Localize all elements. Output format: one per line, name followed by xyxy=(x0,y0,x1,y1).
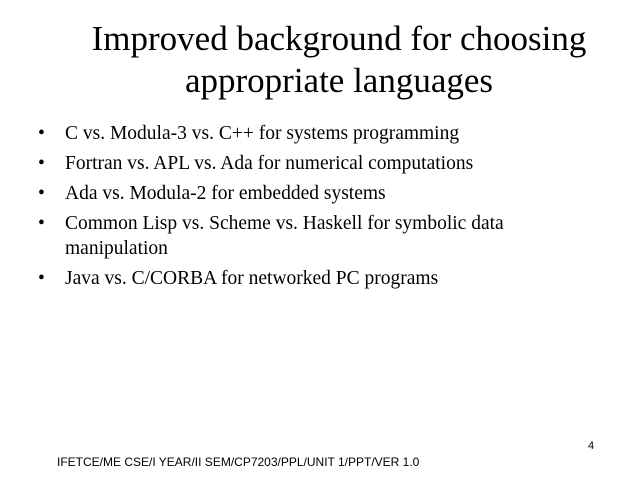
slide-title xyxy=(40,18,638,102)
bullet-item xyxy=(38,211,598,261)
bullet-item xyxy=(38,266,598,291)
bullet-text: Java vs. C/CORBA for networked PC programs xyxy=(65,268,439,289)
bullet-item xyxy=(38,151,598,176)
page-number: 4 xyxy=(588,440,595,452)
bullet-dot-icon: • xyxy=(38,123,45,144)
bullet-dot-icon: • xyxy=(38,213,45,234)
slide-footer: IFETCE/ME CSE/I YEAR/II SEM/CP7203/PPL/UNIT 1/PPT/VER 1.0 xyxy=(57,455,420,469)
bullet-text: Common Lisp vs. Scheme vs. Haskell for symbolic data manipulation xyxy=(65,213,504,259)
bullet-dot-icon: • xyxy=(38,268,45,289)
bullet-text: Fortran vs. APL vs. Ada for numerical computations xyxy=(65,153,474,174)
bullet-dot-icon: • xyxy=(38,183,45,204)
bullet-text: Ada vs. Modula-2 for embedded systems xyxy=(65,183,386,204)
bullet-item xyxy=(38,181,598,206)
bullet-item xyxy=(38,121,598,146)
slide-title-line-1: Improved background for choosing xyxy=(91,19,587,58)
bullet-dot-icon: • xyxy=(38,153,45,174)
bullet-list xyxy=(38,121,598,296)
slide-title-line-2: appropriate languages xyxy=(184,61,494,100)
bullet-text: C vs. Modula-3 vs. C++ for systems programming xyxy=(65,123,460,144)
